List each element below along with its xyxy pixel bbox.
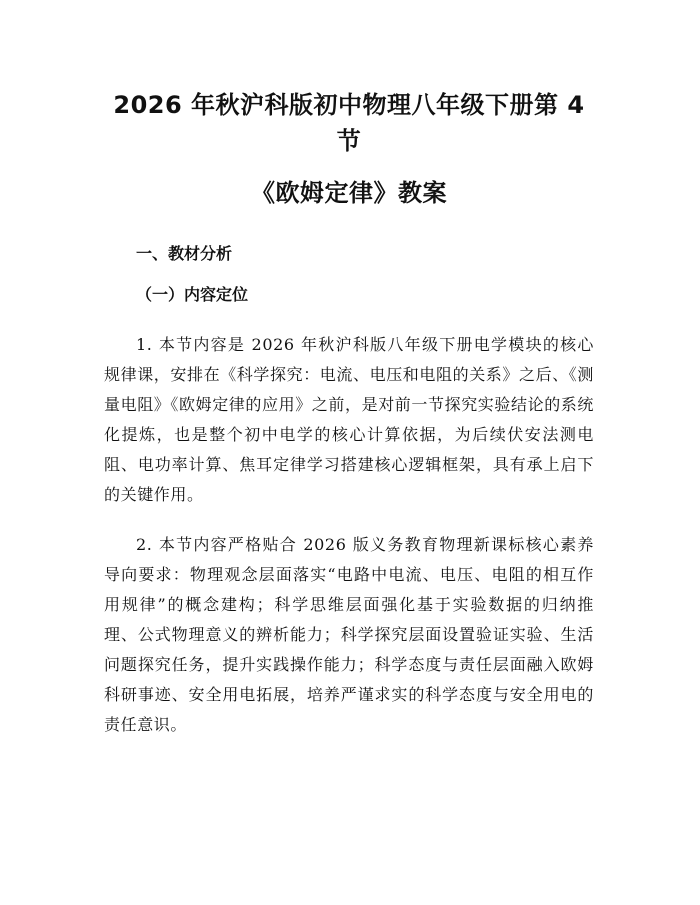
paragraph-2: 2. 本节内容严格贴合 2026 版义务教育物理新课标核心素养导向要求：物理观念层面落实“电路中电流、电压、电阻的相互作用规律”的概念建构；科学思维层面强化基于实验数据的归纳推理、公式物理意义的辨析能力；科学探究层面设置验证实验、生活问题探究任务，提升实践操作能力；科学态度与责任层面融入欧姆科研事迹、安全用电拓展，培养严谨求实的科学态度与安全用电的责任意识。 bbox=[104, 535, 594, 734]
paragraph-1: 1. 本节内容是 2026 年秋沪科版八年级下册电学模块的核心规律课，安排在《科学探究：电流、电压和电阻的关系》之后、《测量电阻》《欧姆定律的应用》之前，是对前一节探究实验结论的系统化提炼，也是整个初中电学的核心计算依据，为后续伏安法测电阻、电功率计算、焦耳定律学习搭建核心逻辑框架，具有承上启下的关键作用。 bbox=[104, 335, 595, 504]
document-title-line-2: 《欧姆定律》教案 bbox=[251, 179, 447, 207]
section-heading-textbook-analysis: 一、教材分析 bbox=[136, 244, 233, 263]
subsection-heading-content-positioning: （一）内容定位 bbox=[136, 285, 249, 304]
document-title-line-1: 2026 年秋沪科版初中物理八年级下册第 4 节 bbox=[113, 91, 585, 155]
